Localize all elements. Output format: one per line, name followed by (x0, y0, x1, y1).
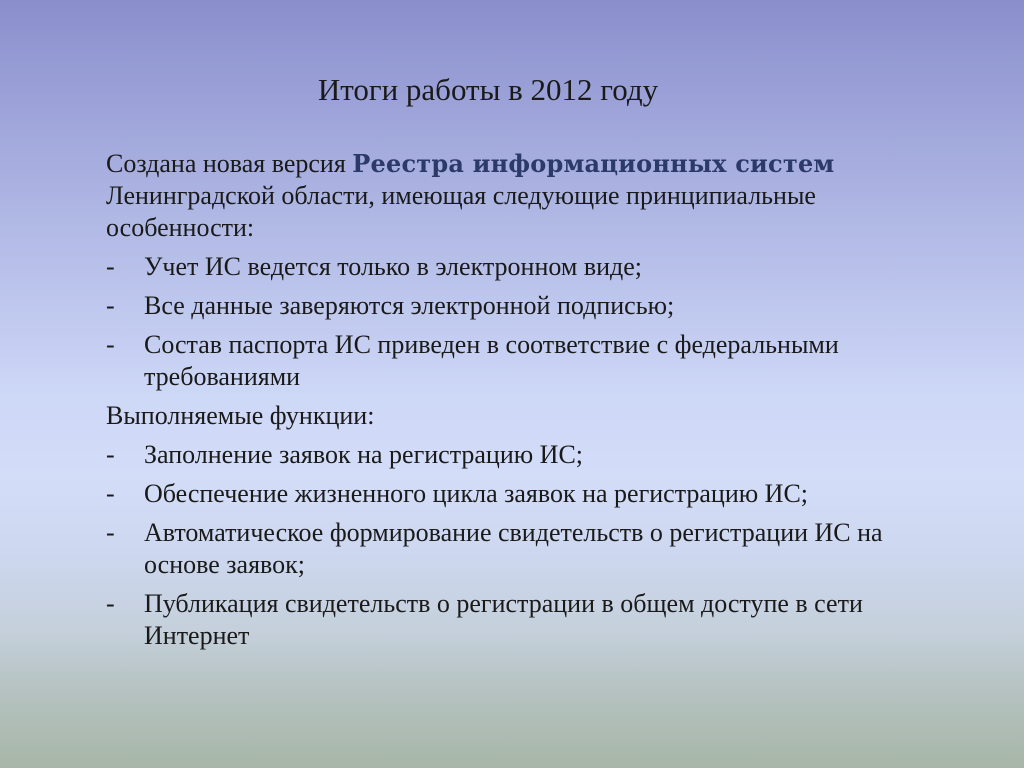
bullet-dash: - (106, 440, 115, 469)
list-item-text: Состав паспорта ИС приведен в соответствие с федеральными требованиями (144, 330, 839, 391)
features-list (106, 251, 956, 393)
list-item-text: Обеспечение жизненного цикла заявок на регистрацию ИС; (144, 479, 809, 508)
slide-body (106, 148, 956, 659)
list-item-text: Все данные заверяются электронной подписью; (144, 291, 675, 320)
list-item (106, 329, 956, 393)
intro-prefix: Создана новая версия (106, 149, 353, 178)
list-item-text: Заполнение заявок на регистрацию ИС; (144, 440, 584, 469)
list-item (106, 439, 956, 471)
functions-list (106, 439, 956, 652)
bullet-dash: - (106, 252, 115, 281)
slide-title: Итоги работы в 2012 году (317, 72, 659, 107)
bullet-dash: - (106, 291, 115, 320)
bullet-dash: - (106, 589, 115, 618)
list-item (106, 478, 956, 510)
bullet-dash: - (106, 479, 115, 508)
intro-paragraph (106, 148, 956, 244)
bullet-dash: - (106, 518, 115, 547)
list-item-text: Учет ИС ведется только в электронном виде; (144, 252, 643, 281)
functions-heading: Выполняемые функции: (106, 401, 375, 430)
list-item-text: Автоматическое формирование свидетельств о регистрации ИС на основе заявок; (144, 518, 883, 579)
list-item-text: Публикация свидетельств о регистрации в общем доступе в сети Интернет (144, 589, 863, 650)
list-item (106, 290, 956, 322)
intro-suffix: Ленинградской области, имеющая следующие принципиальные особенности: (106, 181, 816, 242)
registry-highlight: Реестра информационных систем (352, 149, 835, 178)
list-item (106, 517, 956, 581)
list-item (106, 588, 956, 652)
bullet-dash: - (106, 330, 115, 359)
list-item (106, 251, 956, 283)
